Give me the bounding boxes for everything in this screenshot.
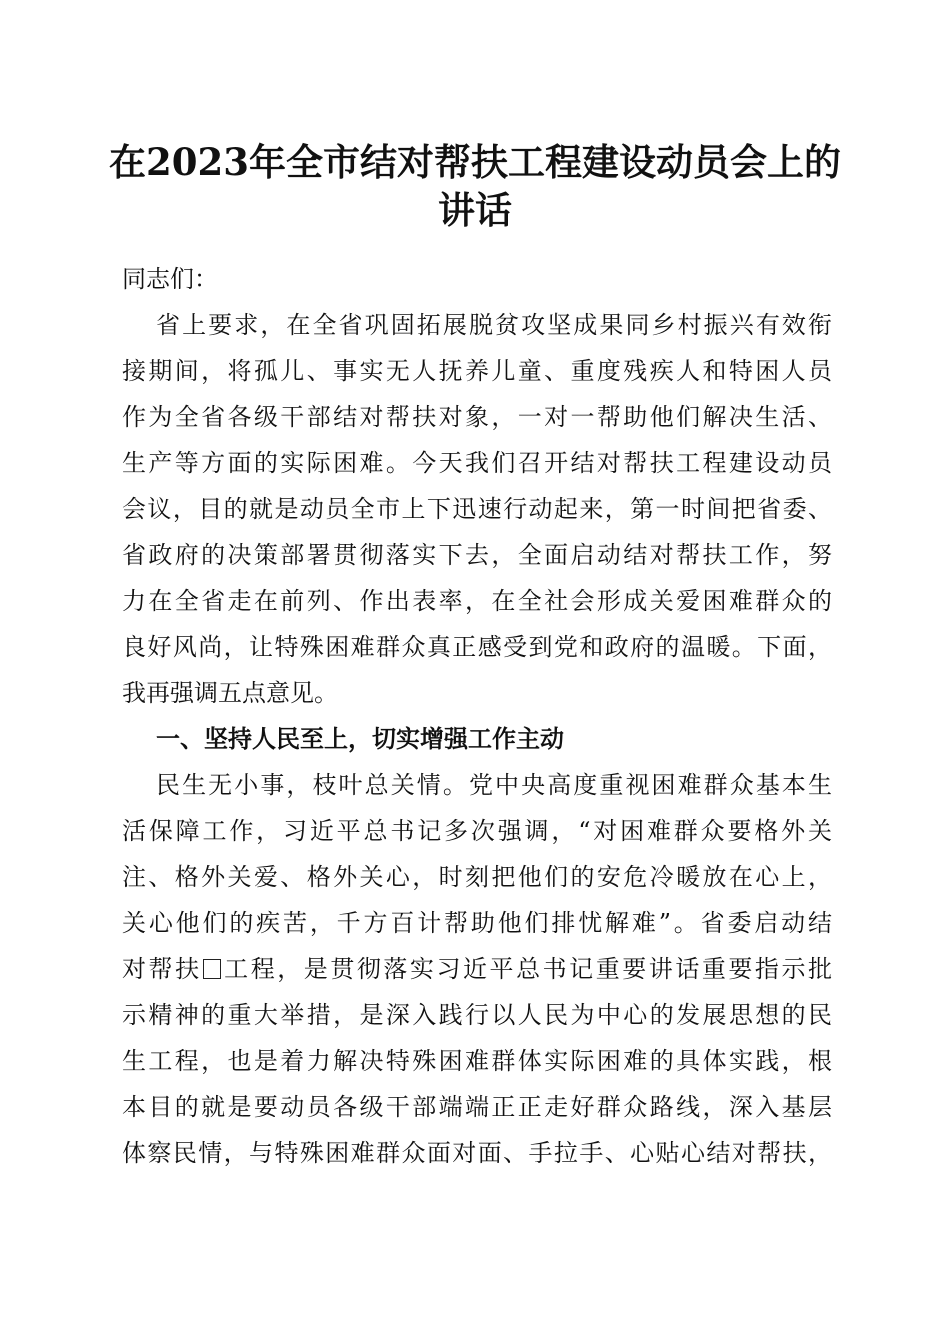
paragraph-line-with-box	[122, 946, 832, 992]
paragraph-1	[122, 302, 832, 716]
paragraph-line: 活保障工作，习近平总书记多次强调，“对困难群众要格外关	[122, 817, 832, 845]
paragraph-line: 良好风尚，让特殊困难群众真正感受到党和政府的温暖。下面，	[122, 633, 832, 661]
missing-glyph-box-icon	[203, 959, 221, 979]
salutation: 同志们：	[122, 265, 218, 293]
document-title	[100, 138, 850, 234]
paragraph-line: 力在全省走在前列、作出表率，在全社会形成关爱困难群众的	[122, 587, 832, 615]
paragraph-line: 接期间，将孤儿、事实无人抚养儿童、重度残疾人和特困人员	[122, 357, 832, 385]
section-heading-1: 一、坚持人民至上，切实增强工作主动	[156, 725, 564, 753]
paragraph-line: 关心他们的疾苦，千方百计帮助他们排忧解难”。省委启动结	[122, 909, 832, 937]
paragraph-line: 省上要求，在全省巩固拓展脱贫攻坚成果同乡村振兴有效衔	[156, 311, 832, 339]
paragraph-line: 会议，目的就是动员全市上下迅速行动起来，第一时间把省委、	[122, 495, 832, 523]
paragraph-line: 注、格外关爱、格外关心，时刻把他们的安危冷暖放在心上，	[122, 863, 832, 891]
paragraph-line: 我再强调五点意见。	[122, 679, 338, 707]
paragraph-line: 省政府的决策部署贯彻落实下去，全面启动结对帮扶工作，努	[122, 541, 832, 569]
paragraph-text: 对帮扶	[122, 955, 202, 983]
document-body	[122, 256, 832, 1176]
title-line-2: 讲话	[438, 188, 512, 232]
paragraph-line: 民生无小事，枝叶总关情。党中央高度重视困难群众基本生	[156, 771, 832, 799]
title-line-1: 在2023年全市结对帮扶工程建设动员会上的	[109, 140, 841, 184]
paragraph-line: 生工程，也是着力解决特殊困难群体实际困难的具体实践，根	[122, 1047, 832, 1075]
paragraph-line: 本目的就是要动员各级干部端端正正走好群众路线，深入基层	[122, 1093, 832, 1121]
paragraph-2	[122, 762, 832, 1176]
paragraph-line: 作为全省各级干部结对帮扶对象，一对一帮助他们解决生活、	[122, 403, 832, 431]
paragraph-line: 体察民情，与特殊困难群众面对面、手拉手、心贴心结对帮扶，	[122, 1139, 832, 1167]
paragraph-line: 生产等方面的实际困难。今天我们召开结对帮扶工程建设动员	[122, 449, 832, 477]
paragraph-text: 工程，是贯彻落实习近平总书记重要讲话重要指示批	[221, 955, 833, 983]
paragraph-line: 示精神的重大举措，是深入践行以人民为中心的发展思想的民	[122, 1001, 832, 1029]
